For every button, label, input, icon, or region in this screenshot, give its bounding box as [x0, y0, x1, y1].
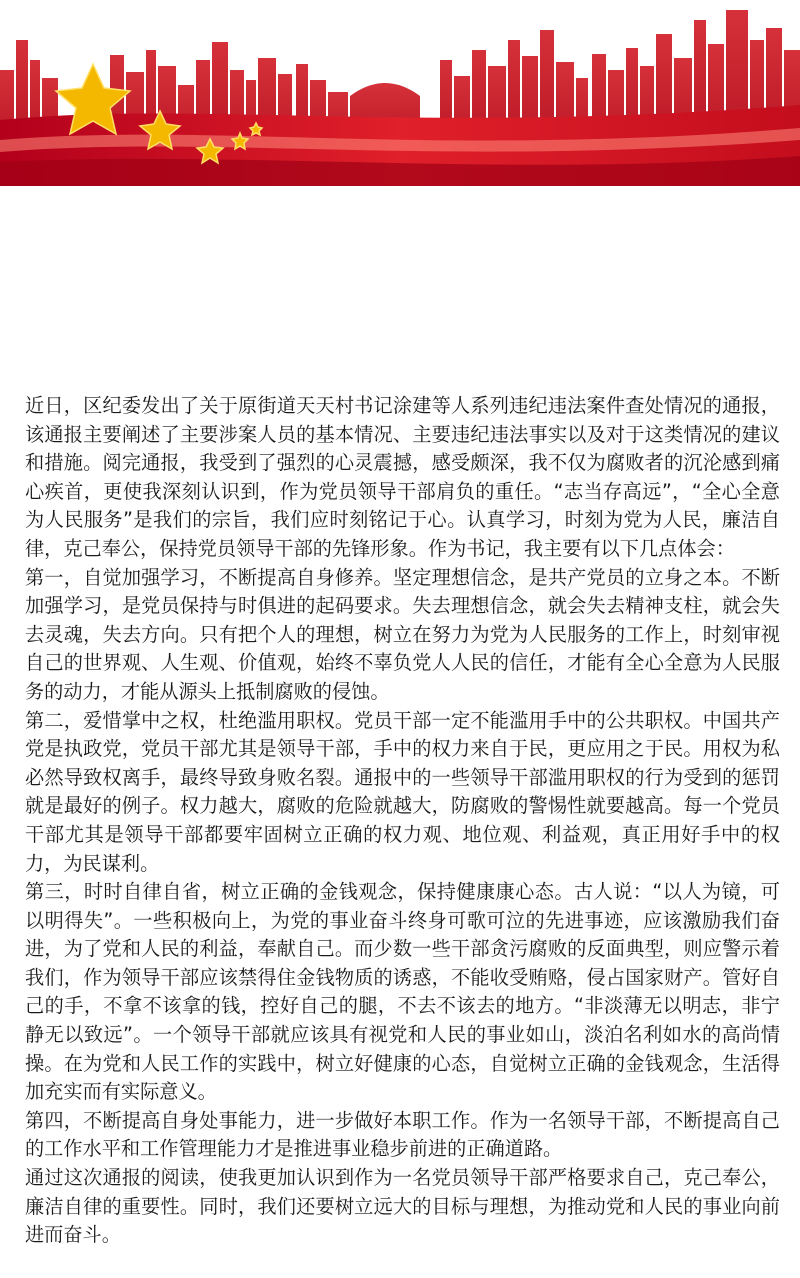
city-skyline-star-banner-graphic [0, 0, 800, 186]
article-body [25, 392, 780, 1250]
paragraph-point-4: 第四，不断提高自身处事能力，进一步做好本职工作。作为一名领导干部，不断提高自己的工作水平和工作管理能力才是推进事业稳步前进的正确道路。 [25, 1108, 780, 1161]
paragraph-conclusion: 通过这次通报的阅读，使我更加认识到作为一名党员领导干部严格要求自己，克己奉公，廉洁自律的重要性。同时，我们还要树立远大的目标与理想，为推动党和人民的事业向前进而奋斗。 [25, 1166, 780, 1247]
header-banner [0, 0, 800, 186]
paragraph-point-3: 第三，时时自律自省，树立正确的金钱观念，保持健康康心态。古人说：“以人为镜，可以明得失”。一些积极向上，为党的事业奋斗终身可歌可泣的先进事迹，应该激励我们奋进，为了党和人民的利益，奉献自己。而少数一些干部贪污腐败的反面典型，则应警示着我们，作为领导干部应该禁得住金钱物质的诱惑，不能收受贿赂，侵占国家财产。管好自己的手，不拿不该拿的钱，控好自己的腿，不去不该去的地方。“非淡薄无以明志，非宁静无以致远”。一个领导干部就应该具有视党和人民的事业如山，淡泊名利如水的高尚情操。在为党和人民工作的实践中，树立好健康的心态，自觉树立正确的金钱观念，生活得加充实而有实际意义。 [25, 880, 780, 1104]
paragraph-intro: 近日，区纪委发出了关于原街道天天村书记涂建等人系列违纪违法案件查处情况的通报，该通报主要阐述了主要涉案人员的基本情况、主要违纪违法事实以及对于这类情况的建议和措施。阅完通报，我受到了强烈的心灵震撼，感受颇深，我不仅为腐败者的沉沦感到痛心疾首，更使我深刻认识到，作为党员领导干部肩负的重任。“志当存高远”，“全心全意为人民服务”是我们的宗旨，我们应时刻铭记于心。认真学习，时刻为党为人民，廉洁自律，克己奉公，保持党员领导干部的先锋形象。作为书记，我主要有以下几点体会： [25, 394, 780, 560]
paragraph-point-2: 第二，爱惜掌中之权，杜绝滥用职权。党员干部一定不能滥用手中的公共职权。中国共产党是执政党，党员干部尤其是领导干部，手中的权力来自于民，更应用之于民。用权为私必然导致权离手，最终导致身败名裂。通报中的一些领导干部滥用职权的行为受到的惩罚就是最好的例子。权力越大，腐败的危险就越大，防腐败的警惕性就要越高。每一个党员干部尤其是领导干部都要牢固树立正确的权力观、地位观、利益观，真正用好手中的权力，为民谋利。 [25, 708, 780, 875]
paragraph-point-1: 第一，自觉加强学习，不断提高自身修养。坚定理想信念，是共产党员的立身之本。不断加强学习，是党员保持与时俱进的起码要求。失去理想信念，就会失去精神支柱，就会失去灵魂，失去方向。只有把个人的理想，树立在努力为党为人民服务的工作上，时刻审视自己的世界观、人生观、价值观，始终不辜负党人人民的信任，才能有全心全意为人民服务的动力，才能从源头上抵制腐败的侵蚀。 [25, 565, 780, 703]
